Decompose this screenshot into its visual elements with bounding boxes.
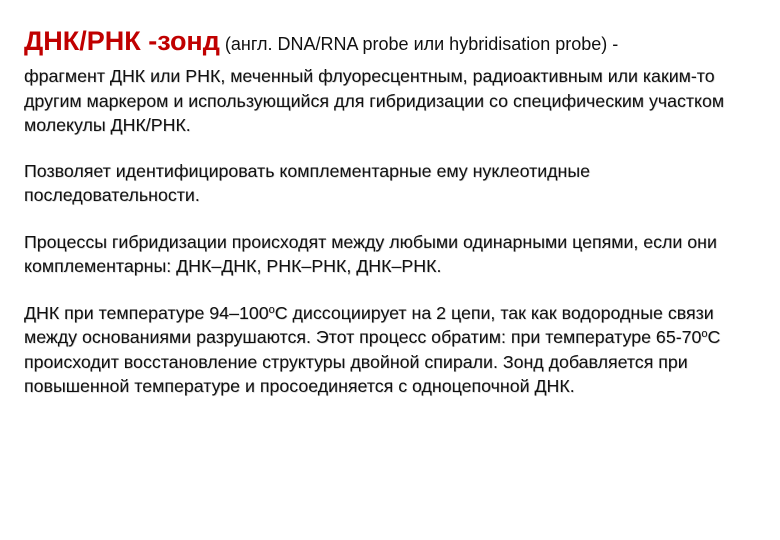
hybridization-paragraph: Процессы гибридизации происходят между любыми одинарными цепями, если они комплементарны: ДНК–ДНК, РНК–РНК, ДНК–РНК.	[24, 231, 717, 276]
melting-paragraph	[24, 301, 759, 399]
slide-content	[24, 26, 759, 399]
slide-title: ДНК/РНК -зонд	[24, 26, 220, 56]
melting-text-part2: С диссоциирует на 2 цепи, так как водородные связи между основаниями разрушаются. Этот процесс обратим: при температуре 65-70	[24, 302, 714, 347]
melting-text-part3: С происходит восстановление структуры двойной спирали. Зонд добавляется при повышенной температуре и просоединяется с одноцепочной ДНК.	[24, 327, 721, 396]
identification-paragraph: Позволяет идентифицировать комплементарные ему нуклеотидные последовательности.	[24, 160, 591, 205]
degree-sign-2: о	[701, 328, 708, 340]
title-translation-note: (англ. DNA/RNA probe или hybridisation probe) -	[219, 34, 619, 54]
title-line	[24, 26, 759, 61]
definition-paragraph: фрагмент ДНК или РНК, меченный флуоресцентным, радиоактивным или каким-то другим маркером и использующийся для гибридизации со специфическим участком молекулы ДНК/РНК.	[24, 66, 725, 135]
degree-sign-1: о	[268, 303, 275, 316]
melting-text-part1: ДНК при температуре 94–100	[24, 302, 269, 323]
